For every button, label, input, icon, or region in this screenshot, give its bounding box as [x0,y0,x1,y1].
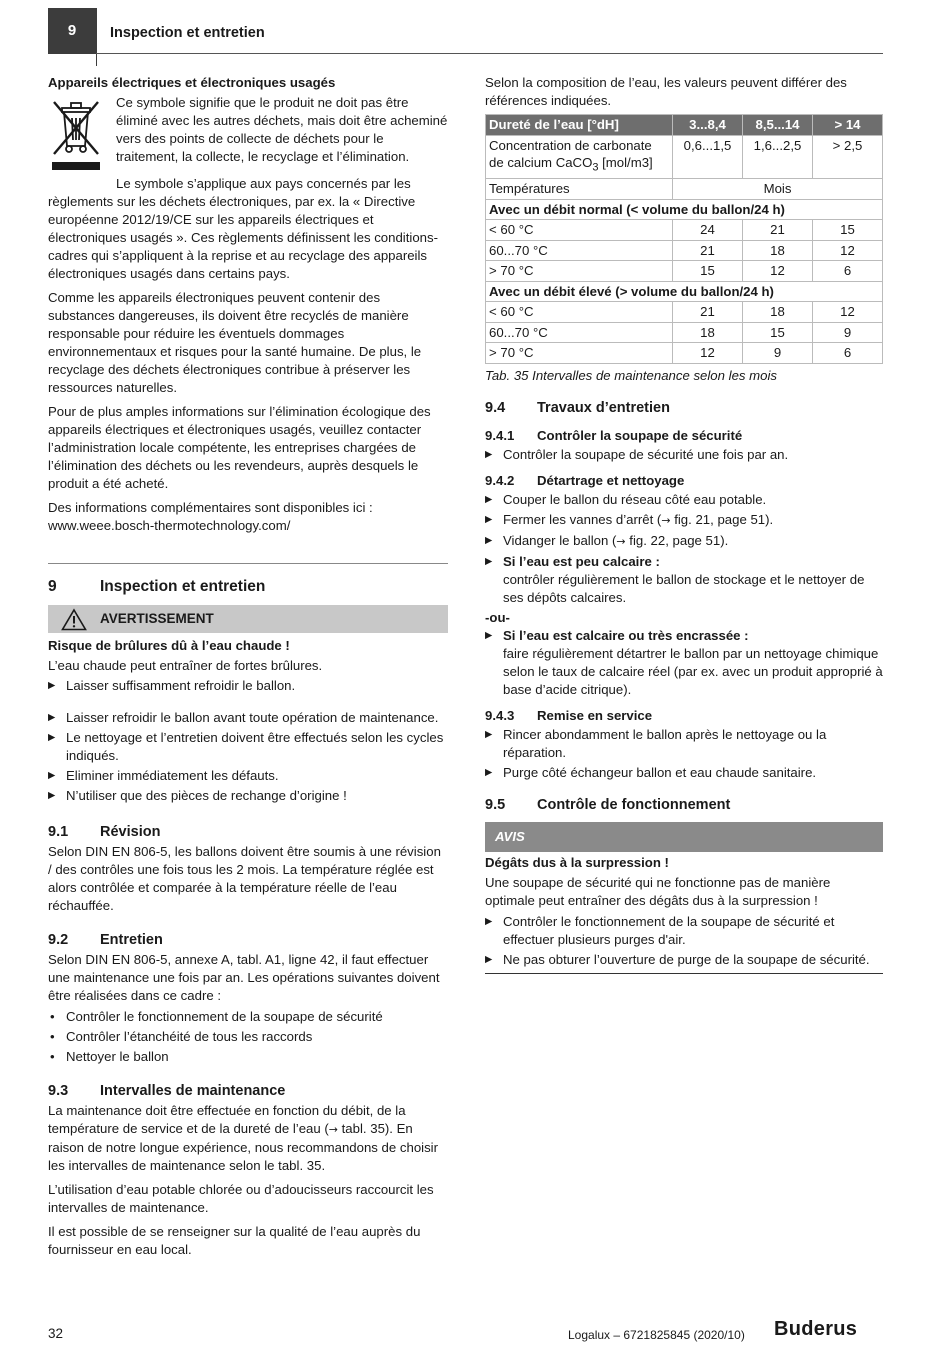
warning-action-list [48,677,448,695]
list-item [485,553,883,607]
table-cell: 15 [743,322,813,343]
right-column [485,74,883,974]
list-item: ▶ Laisser refroidir le ballon avant toute opération de maintenance. [48,709,448,727]
section-9-1-heading [48,823,448,841]
text-part: Fermer les vannes d’arrêt ( [503,511,662,527]
section-end-rule [485,973,883,974]
table-cell: 15 [813,220,883,241]
table-row [486,135,883,179]
text-part: Vidanger le ballon ( [503,532,617,548]
table-group-heading: Avec un débit élevé (> volume du ballon/24 h) [486,281,883,302]
section-title: Contrôle de fonctionnement [537,796,731,813]
table-cell: 1,6...2,5 [743,135,813,179]
list-item: ▶ Contrôler le fonctionnement de la soupape de sécurité et effectuer plusieurs purges d'air. [485,913,883,949]
table-cell: 6 [813,261,883,282]
weee-block [48,94,448,177]
warning-banner [48,605,448,633]
list-item: ▶ Le nettoyage et l’entretien doivent être effectués selon les cycles indiqués. [48,729,448,765]
list-item: • Nettoyer le ballon [48,1048,448,1066]
or-separator: -ou- [485,609,510,625]
table-row [486,302,883,323]
notice-text: Une soupape de sécurité qui ne fonctionne pas de manière optimale peut entraîner des dégâts dus à la surpression ! [485,874,831,908]
section-9-4-3-list [485,726,883,782]
table-row [486,322,883,343]
text-part: contrôler régulièrement le ballon de stockage et le nettoyer de ses dépôts calcaires. [503,571,865,605]
section-number: 9.1 [48,824,69,840]
section-title: Détartrage et nettoyage [537,472,685,488]
table-row [486,220,883,241]
section-number: 9.4.3 [485,707,515,723]
list-item: • Contrôler le fonctionnement de la soupape de sécurité [48,1008,448,1026]
notice-heading: Dégâts dus à la surpression ! [485,854,669,870]
table-cell: < 60 °C [486,220,673,241]
brand-logo: Buderus [774,1318,858,1340]
section-9-4-3-heading [485,707,883,725]
notice-action-list [485,913,883,969]
warning-heading: Risque de brûlures dû à l’eau chaude ! [48,638,290,653]
section-9-4-2-heading [485,472,883,490]
section-9-4-2-list-alt [485,627,883,699]
section-9-2-text: Selon DIN EN 806-5, annexe A, tabl. A1, ligne 42, il faut effectuer une maintenance une fois par an. Les opérations suivantes doivent être réalisées dans ce cadre : [48,952,440,1003]
section-9-heading [48,563,448,599]
table-cell: 6 [813,343,883,364]
list-item [485,532,883,551]
list-item: ▶ Contrôler la soupape de sécurité une fois par an. [485,446,883,464]
list-item: ▶ Purge côté échangeur ballon et eau chaude sanitaire. [485,764,883,782]
table-cell: 21 [673,302,743,323]
table-cell: Températures [486,179,673,200]
section-9-2-heading [48,931,448,949]
table-cell: 12 [743,261,813,282]
section-title: Intervalles de maintenance [100,1083,286,1099]
section-9-1-text: Selon DIN EN 806-5, les ballons doivent être soumis à une révision / des contrôles une fois tous les 2 mois. La température réglée est alors contrôlée et comparée à la température réelle de l’eau réchauffée. [48,844,441,913]
table-cell: 18 [743,302,813,323]
list-item: ▶ N’utiliser que des pièces de rechange d’origine ! [48,787,448,805]
warning-text: L’eau chaude peut entraîner de fortes brûlures. [48,658,323,673]
arrow-right-icon: → [616,534,626,548]
list-item: • Contrôler l’étanchéité de tous les raccords [48,1028,448,1046]
weee-paragraph-2: Le symbole s’applique aux pays concernés par les règlements sur les déchets électroniques, par ex. la « Directive européenne 2012/19/CE sur les appareils électriques et électroniques usagés ». Ces règlements définissent les conditions-cadres qui s’appliquent à la reprise et au recyclage des appareils électroniques usagés dans certains pays. [48,176,438,281]
table-row [486,199,883,220]
warning-triangle-icon [48,608,100,631]
chapter-title: Inspection et entretien [110,25,265,41]
section-9-3-paragraph-2: L’utilisation d’eau potable chlorée ou d’adoucisseurs raccourcit les intervalles de maintenance. [48,1182,434,1215]
section-number: 9.4.2 [485,472,515,488]
section-9-3-paragraph-1 [48,1102,448,1175]
list-item: ▶ Rincer abondamment le ballon après le nettoyage ou la réparation. [485,726,883,762]
document-reference: Logalux – 6721825845 (2020/10) [568,1328,745,1342]
text-part: [mol/m3] [598,155,653,170]
section-title: Révision [100,824,161,840]
section-number: 9 [48,577,57,595]
table-cell [486,135,673,179]
text-part: fig. 22, page 51). [625,532,729,548]
section-9-4-2-list [485,491,883,607]
list-item [485,627,883,699]
table-cell: 18 [743,240,813,261]
arrow-right-icon: → [661,513,671,527]
table-cell: 60...70 °C [486,322,673,343]
maintenance-steps-list [48,709,448,805]
table-cell: 9 [813,322,883,343]
section-9-3-paragraph-3: Il est possible de se renseigner sur la qualité de l’eau auprès du fournisseur en eau local. [48,1224,421,1257]
table-cell: Mois [673,179,883,200]
condition-label: Si l’eau est calcaire ou très encrassée : [503,627,749,643]
table-cell: 0,6...1,5 [673,135,743,179]
table-cell: 24 [673,220,743,241]
table-header-row [486,115,883,136]
list-item: ▶ Couper le ballon du réseau côté eau potable. [485,491,883,509]
section-number: 9.4 [485,399,506,416]
table-cell: 12 [813,240,883,261]
table-header-cell: 3...8,4 [673,115,743,136]
table-cell: < 60 °C [486,302,673,323]
table-intro: Selon la composition de l’eau, les valeurs peuvent différer des références indiquées. [485,75,847,108]
weee-paragraph-4: Pour de plus amples informations sur l’élimination écologique des appareils électriques et électroniques usagés, veuillez contacter l’administration locale compétente, les entreprises chargées de l’élimination des déchets ou les revendeurs, auprès desquels le produit a été acheté. [48,404,431,491]
weee-paragraph-1: Ce symbole signifie que le produit ne doit pas être éliminé avec les autres déchets, mais doit être acheminé vers des points de collecte de déchets pour le traitement, la collecte, le recyclage et l’élimination. [116,95,448,164]
section-title: Inspection et entretien [100,577,266,595]
section-9-3-heading [48,1082,448,1100]
section-title: Contrôler la soupape de sécurité [537,427,743,443]
table-cell: 15 [673,261,743,282]
text-part: Concentration de carbonate de calcium CaCO [489,137,652,170]
table-row [486,179,883,200]
header-divider [96,8,97,66]
section-9-4-heading [485,399,883,417]
table-cell: 18 [673,322,743,343]
table-row [486,261,883,282]
notice-banner [485,822,883,852]
list-item: ▶ Eliminer immédiatement les défauts. [48,767,448,785]
condition-label: Si l’eau est peu calcaire : [503,553,660,569]
table-cell: 60...70 °C [486,240,673,261]
section-number: 9.5 [485,796,506,813]
text-part: La maintenance doit être effectuée en fonction du débit, de la température de service et de la dureté de l’eau ( [48,1103,406,1136]
list-item: ▶ Ne pas obturer l’ouverture de purge de la soupape de sécurité. [485,951,883,969]
section-9-2-list [48,1008,448,1066]
table-cell: 9 [743,343,813,364]
section-number: 9.4.1 [485,427,515,443]
header-rule [96,53,883,54]
warning-label: AVERTISSEMENT [100,611,214,626]
left-column [48,74,448,1265]
section-title: Entretien [100,932,163,948]
chapter-number-tab [48,8,96,54]
table-cell: 12 [673,343,743,364]
subscript: 3 [592,161,599,174]
list-item [485,511,883,530]
notice-label: AVIS [495,828,525,844]
table-header-cell: Dureté de l’eau [°dH] [486,115,673,136]
arrow-right-icon: → [328,1123,338,1136]
page-number: 32 [48,1326,64,1341]
maintenance-interval-table [485,114,883,364]
list-item: ▶ Laisser suffisamment refroidir le ballon. [48,677,448,695]
table-cell: > 2,5 [813,135,883,179]
table-header-cell: 8,5...14 [743,115,813,136]
table-cell: > 70 °C [486,343,673,364]
text-part: faire régulièrement détartrer le ballon par un nettoyage chimique selon le taux de calcaire réel (par ex. avec un produit approprié à base d’acide citrique). [503,645,883,697]
text-part: fig. 21, page 51). [670,511,774,527]
chapter-number: 9 [67,22,77,39]
section-title: Travaux d’entretien [537,399,670,416]
table-group-heading: Avec un débit normal (< volume du ballon/24 h) [486,199,883,220]
text-part: tabl. 35). En raison de notre longue expérience, nous recommandons de choisir les intervalles de maintenance selon le tabl. 35. [48,1121,438,1173]
weee-paragraph-5: Des informations complémentaires sont disponibles ici : [48,500,373,515]
weee-heading: Appareils électriques et électroniques usagés [48,75,336,90]
crossed-out-wheelie-bin-icon [48,94,108,177]
weee-url: www.weee.bosch-thermotechnology.com/ [48,518,291,533]
section-title: Remise en service [537,707,653,723]
table-header-cell: > 14 [813,115,883,136]
section-number: 9.3 [48,1083,69,1099]
section-9-4-1-heading [485,427,883,445]
table-caption: Tab. 35 Intervalles de maintenance selon les mois [485,367,778,383]
weee-paragraph-3: Comme les appareils électroniques peuvent contenir des substances dangereuses, ils doivent être recyclés de manière responsable pour réduire les éventuels dommages environnementaux et risques pour la santé humaine. De plus, le recyclage des déchets électroniques contribue à préserver les ressources naturelles. [48,290,422,395]
section-9-5-heading [485,796,883,814]
table-cell: 12 [813,302,883,323]
table-row [486,281,883,302]
section-number: 9.2 [48,932,69,948]
table-row [486,343,883,364]
table-row [486,240,883,261]
table-cell: 21 [743,220,813,241]
table-cell: > 70 °C [486,261,673,282]
table-cell: 21 [673,240,743,261]
section-9-4-1-list [485,446,883,464]
